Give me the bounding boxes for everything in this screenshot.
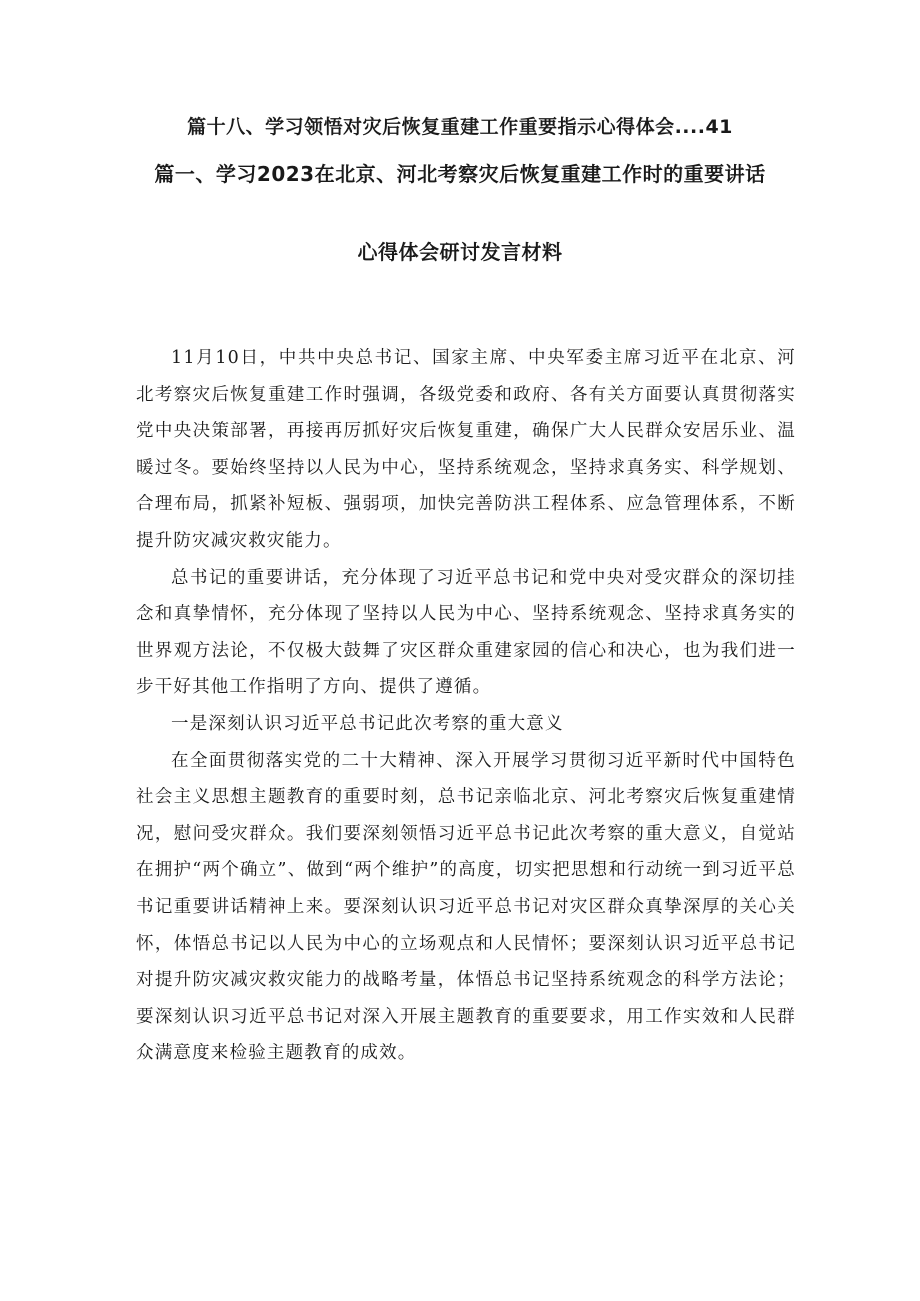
paragraph-2: 总书记的重要讲话，充分体现了习近平总书记和党中央对受灾群众的深切挂念和真挚情怀，充分体现了坚持以人民为中心、坚持系统观念、坚持求真务实的世界观方法论，不仅极大鼓舞了灾区群众重建家园的信心和决心，也为我们进一步干好其他工作指明了方向、提供了遵循。 xyxy=(136,567,796,698)
article-body xyxy=(136,340,796,1072)
article-title-line1: 篇一、学习2023在北京、河北考察灾后恢复重建工作时的重要讲话 xyxy=(154,162,766,186)
toc-entry: 篇十八、学习领悟对灾后恢复重建工作重要指示心得体会....41 xyxy=(187,116,733,138)
paragraph-1: 11月10日，中共中央总书记、国家主席、中央军委主席习近平在北京、河北考察灾后恢复重建工作时强调，各级党委和政府、各有关方面要认真贯彻落实党中央决策部署，再接再厉抓好灾后恢复重建，确保广大人民群众安居乐业、温暖过冬。要始终坚持以人民为中心，坚持系统观念，坚持求真务实、科学规划、合理布局，抓紧补短板、强弱项，加快完善防洪工程体系、应急管理体系，不断提升防灾减灾救灾能力。 xyxy=(136,348,796,551)
section-heading-1: 一是深刻认识习近平总书记此次考察的重大意义 xyxy=(171,713,564,734)
article-title-line2: 心得体会研讨发言材料 xyxy=(357,240,563,264)
paragraph-3: 在全面贯彻落实党的二十大精神、深入开展学习贯彻习近平新时代中国特色社会主义思想主题教育的重要时刻，总书记亲临北京、河北考察灾后恢复重建情况，慰问受灾群众。我们要深刻领悟习近平总书记此次考察的重大意义，自觉站在拥护“两个确立”、做到“两个维护”的高度，切实把思想和行动统一到习近平总书记重要讲话精神上来。要深刻认识习近平总书记对灾区群众真挚深厚的关心关怀，体悟总书记以人民为中心的立场观点和人民情怀；要深刻认识习近平总书记对提升防灾减灾救灾能力的战略考量，体悟总书记坚持系统观念的科学方法论；要深刻认识习近平总书记对深入开展主题教育的重要要求，用工作实效和人民群众满意度来检验主题教育的成效。 xyxy=(136,750,796,1064)
